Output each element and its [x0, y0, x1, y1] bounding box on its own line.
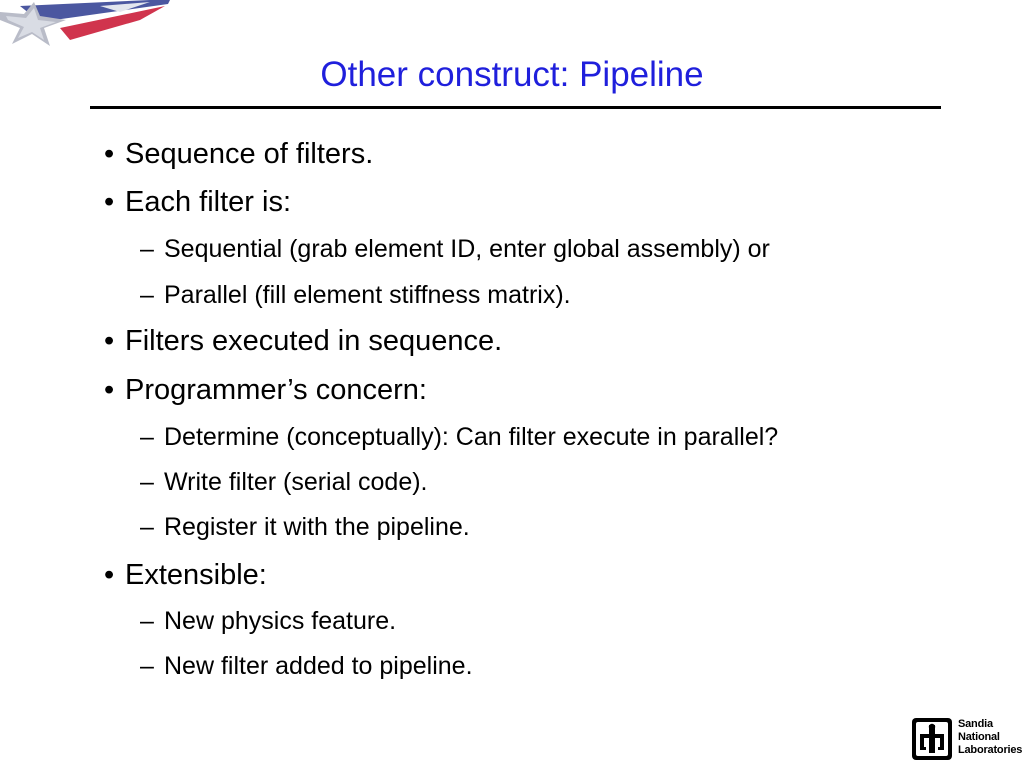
sub-bullet-text: Parallel (fill element stiffness matrix). — [164, 281, 571, 309]
sub-bullet-marker: – — [140, 652, 154, 680]
bullet-text: Extensible: — [125, 559, 267, 591]
sub-bullet-text: New physics feature. — [164, 607, 397, 635]
bullet-item — [104, 558, 267, 592]
sandia-thunderbird-icon — [912, 718, 952, 760]
sub-bullet-item — [140, 606, 396, 636]
sub-bullet-item — [140, 512, 470, 542]
sub-bullet-marker: – — [140, 513, 154, 541]
logo-line-3: Laboratories — [958, 744, 1023, 756]
bullet-marker: • — [104, 186, 115, 218]
sub-bullet-item — [140, 422, 778, 452]
bullet-marker: • — [104, 559, 115, 591]
sub-bullet-marker: – — [140, 235, 154, 263]
bullet-item — [104, 373, 427, 407]
logo-line-1: Sandia — [958, 718, 993, 730]
sub-bullet-text: Sequential (grab element ID, enter global assembly) or — [164, 235, 770, 263]
bullet-item — [104, 324, 502, 358]
sandia-logo — [912, 716, 1022, 764]
sub-bullet-marker: – — [140, 423, 154, 451]
sub-bullet-marker: – — [140, 468, 154, 496]
slide-title: Other construct: Pipeline — [320, 55, 704, 94]
sub-bullet-text: New filter added to pipeline. — [164, 652, 473, 680]
sub-bullet-marker: – — [140, 607, 154, 635]
sub-bullet-text: Write filter (serial code). — [164, 468, 428, 496]
logo-line-2: National — [958, 731, 1000, 743]
bullet-item — [104, 185, 291, 219]
bullet-item — [104, 137, 373, 171]
sub-bullet-item — [140, 234, 770, 264]
sub-bullet-text: Register it with the pipeline. — [164, 513, 470, 541]
sandia-logo-text — [958, 718, 1022, 757]
bullet-text: Each filter is: — [125, 186, 291, 218]
sub-bullet-text: Determine (conceptually): Can filter execute in parallel? — [164, 423, 779, 451]
sub-bullet-marker: – — [140, 281, 154, 309]
bullet-marker: • — [104, 325, 115, 357]
sub-bullet-item — [140, 467, 428, 497]
bullet-text: Filters executed in sequence. — [125, 325, 503, 357]
sub-bullet-item — [140, 651, 473, 681]
bullet-marker: • — [104, 374, 115, 406]
sub-bullet-item — [140, 280, 571, 310]
bullet-marker: • — [104, 138, 115, 170]
bullet-text: Sequence of filters. — [125, 138, 374, 170]
bullet-text: Programmer’s concern: — [125, 374, 427, 406]
